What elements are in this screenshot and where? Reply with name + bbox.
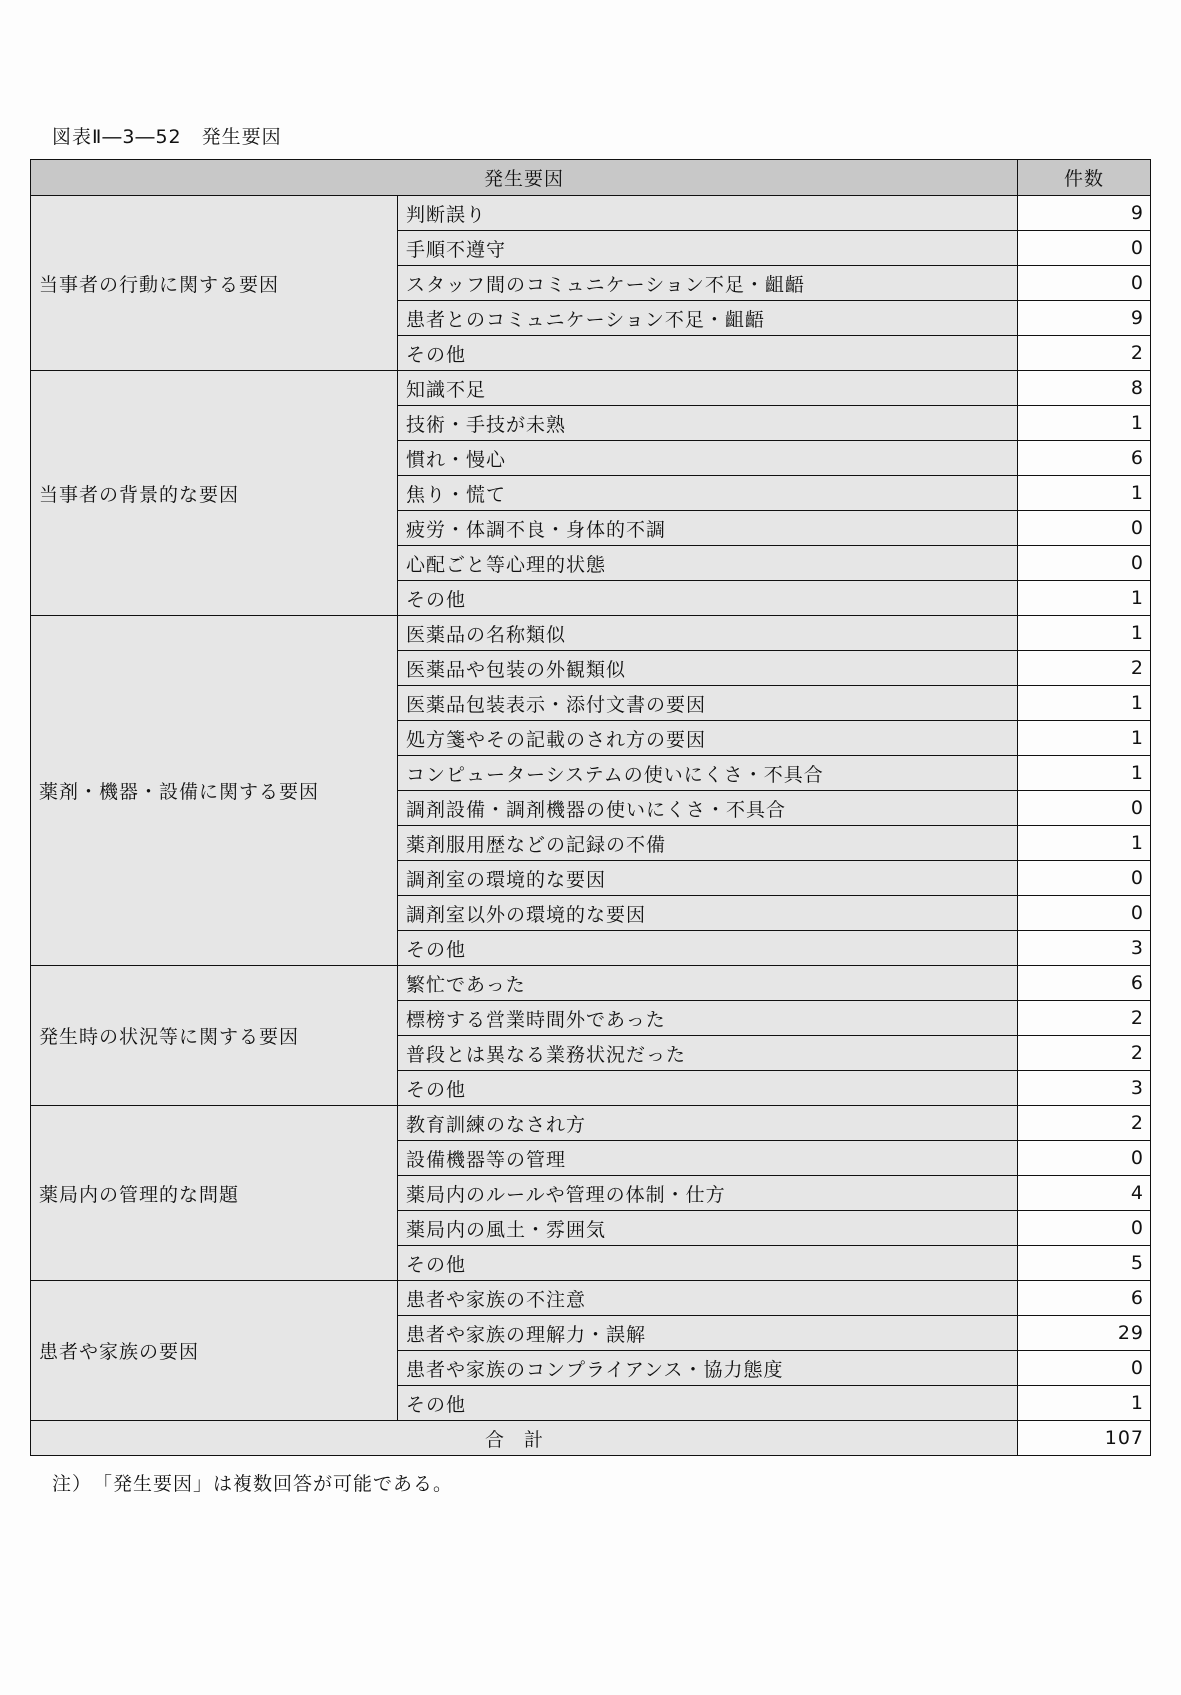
factor-count: 3 [1018,931,1151,966]
factor-count: 2 [1018,1036,1151,1071]
factor-count: 6 [1018,966,1151,1001]
factor-label: 疲労・体調不良・身体的不調 [398,511,1018,546]
factor-count: 1 [1018,756,1151,791]
table-row [31,196,1151,231]
factor-label: その他 [398,581,1018,616]
factor-label: 教育訓練のなされ方 [398,1106,1018,1141]
header-count: 件数 [1018,160,1151,196]
factor-count: 0 [1018,511,1151,546]
table-row [31,1281,1151,1316]
factor-label: 技術・手技が未熟 [398,406,1018,441]
factor-count: 2 [1018,651,1151,686]
factor-label: 患者や家族の理解力・誤解 [398,1316,1018,1351]
group-label: 患者や家族の要因 [31,1281,398,1421]
factor-label: 医薬品の名称類似 [398,616,1018,651]
table-row [31,616,1151,651]
factor-count: 1 [1018,406,1151,441]
total-count: 107 [1018,1421,1151,1456]
factor-label: その他 [398,1246,1018,1281]
group-label: 薬剤・機器・設備に関する要因 [31,616,398,966]
group-label: 当事者の背景的な要因 [31,371,398,616]
factor-count: 0 [1018,1351,1151,1386]
factor-label: 薬局内のルールや管理の体制・仕方 [398,1176,1018,1211]
factor-count: 6 [1018,441,1151,476]
factor-label: コンピューターシステムの使いにくさ・不具合 [398,756,1018,791]
factor-count: 1 [1018,721,1151,756]
factor-label: 普段とは異なる業務状況だった [398,1036,1018,1071]
factor-label: 焦り・慌て [398,476,1018,511]
figure-title: 図表Ⅱ―3―52 発生要因 [52,126,282,148]
factor-count: 2 [1018,1106,1151,1141]
factor-label: その他 [398,931,1018,966]
factor-label: 判断誤り [398,196,1018,231]
table-row [31,1106,1151,1141]
factor-label: 調剤室の環境的な要因 [398,861,1018,896]
factor-label: 患者や家族のコンプライアンス・協力態度 [398,1351,1018,1386]
factor-label: 薬局内の風土・雰囲気 [398,1211,1018,1246]
factor-label: 患者や家族の不注意 [398,1281,1018,1316]
factor-label: 医薬品包装表示・添付文書の要因 [398,686,1018,721]
factor-label: 慣れ・慢心 [398,441,1018,476]
factor-count: 1 [1018,826,1151,861]
factor-label: 薬剤服用歴などの記録の不備 [398,826,1018,861]
factor-label: 患者とのコミュニケーション不足・齟齬 [398,301,1018,336]
factor-count: 0 [1018,1211,1151,1246]
factor-count: 9 [1018,196,1151,231]
factor-label: その他 [398,336,1018,371]
factor-label: スタッフ間のコミュニケーション不足・齟齬 [398,266,1018,301]
factor-count: 3 [1018,1071,1151,1106]
header-row [31,160,1151,196]
total-row [31,1421,1151,1456]
factor-count: 29 [1018,1316,1151,1351]
factor-count: 0 [1018,231,1151,266]
factor-label: その他 [398,1386,1018,1421]
factor-label: 医薬品や包装の外観類似 [398,651,1018,686]
factor-count: 0 [1018,546,1151,581]
table-row [31,371,1151,406]
factor-label: 繁忙であった [398,966,1018,1001]
group-label: 発生時の状況等に関する要因 [31,966,398,1106]
factor-count: 1 [1018,616,1151,651]
group-label: 当事者の行動に関する要因 [31,196,398,371]
factor-count: 2 [1018,336,1151,371]
factor-count: 0 [1018,896,1151,931]
factor-count: 1 [1018,686,1151,721]
cause-table [30,159,1151,1456]
factor-count: 4 [1018,1176,1151,1211]
footnote: 注） 「発生要因」は複数回答が可能である。 [52,1473,454,1495]
factor-count: 2 [1018,1001,1151,1036]
factor-count: 6 [1018,1281,1151,1316]
factor-label: 知識不足 [398,371,1018,406]
factor-label: 設備機器等の管理 [398,1141,1018,1176]
factor-label: 処方箋やその記載のされ方の要因 [398,721,1018,756]
factor-label: 調剤設備・調剤機器の使いにくさ・不具合 [398,791,1018,826]
factor-count: 1 [1018,1386,1151,1421]
factor-count: 0 [1018,1141,1151,1176]
factor-label: 調剤室以外の環境的な要因 [398,896,1018,931]
factor-count: 0 [1018,266,1151,301]
table-row [31,966,1151,1001]
factor-label: その他 [398,1071,1018,1106]
group-label: 薬局内の管理的な問題 [31,1106,398,1281]
factor-count: 1 [1018,476,1151,511]
total-label: 合計 [31,1421,1018,1456]
factor-count: 9 [1018,301,1151,336]
factor-count: 0 [1018,861,1151,896]
header-factor: 発生要因 [31,160,1018,196]
factor-label: 標榜する営業時間外であった [398,1001,1018,1036]
factor-label: 手順不遵守 [398,231,1018,266]
factor-count: 1 [1018,581,1151,616]
factor-count: 0 [1018,791,1151,826]
factor-label: 心配ごと等心理的状態 [398,546,1018,581]
factor-count: 8 [1018,371,1151,406]
factor-count: 5 [1018,1246,1151,1281]
